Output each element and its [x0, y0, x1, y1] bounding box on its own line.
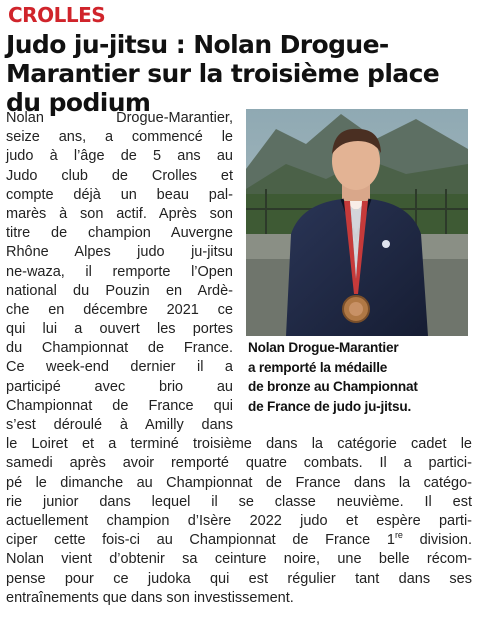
- body-line-with-superscript: [6, 531, 472, 550]
- body-line: s’est déroulé à Amilly dans: [6, 417, 233, 433]
- body-line: Nolan Drogue-Marantier,: [6, 110, 233, 126]
- caption-line: Nolan Drogue-Marantier: [248, 340, 399, 355]
- body-line: Ce week-end dernier il a: [6, 359, 233, 376]
- body-line: du Championnat de France.: [6, 340, 233, 357]
- body-line: titre de champion Auvergne: [6, 225, 233, 242]
- body-line: rie junior dans lequel il se classe neuvième. Il est: [6, 493, 472, 510]
- body-line: qui lui a ouvert les portes: [6, 321, 233, 338]
- body-line: seize ans, a commencé le: [6, 129, 233, 146]
- caption-line: de bronze au Championnat: [248, 379, 418, 394]
- body-line: pé le dimanche au Championnat de France dans la catégo-: [6, 474, 472, 491]
- caption-line: de France de judo ju-jitsu.: [248, 398, 412, 414]
- body-line: Nolan vient d’obtenir sa ceinture noire, une belle récom-: [6, 551, 472, 568]
- body-line: Rhône Alpes judo ju-jitsu: [6, 244, 233, 261]
- ordinal-superscript: re: [394, 530, 403, 541]
- body-line: actuellement champion d’Isère 2022 judo et espère parti-: [6, 512, 472, 529]
- body-line: che en décembre 2021 ce: [6, 301, 233, 318]
- caption-line: a remporté la médaille: [248, 359, 388, 375]
- body-line: le Loiret et a terminé troisième dans la catégorie cadet le: [6, 436, 472, 453]
- body-line: compte déjà un beau pal-: [6, 186, 233, 203]
- body-line: judo à l’âge de 5 ans au: [6, 148, 233, 165]
- body-line: Championnat de France qui: [6, 397, 233, 414]
- article-body: [6, 109, 474, 608]
- body-line: entraînements que dans son investissement.: [6, 589, 294, 606]
- body-line: Judo club de Crolles et: [6, 167, 233, 184]
- body-line: ne-waza, il remporte l’Open: [6, 263, 233, 280]
- article-headline: Judo ju-jitsu : Nolan Drogue-Marantier sur la troisième place du podium: [6, 30, 440, 117]
- body-line: marès à son actif. Après son: [6, 205, 233, 222]
- body-line: national du Pouzin en Ardè-: [6, 282, 233, 299]
- body-line: participé avec brio au: [6, 378, 233, 395]
- body-line-text: division.: [402, 532, 472, 549]
- section-kicker: CROLLES: [8, 3, 106, 27]
- body-line-text: ciper cette fois-ci au Championnat de France 1: [6, 532, 395, 549]
- body-line: pense pour ce judoka qui est régulier tant dans ses: [6, 570, 472, 587]
- body-line: samedi après avoir remporté quatre combats. Il a partici-: [6, 455, 472, 472]
